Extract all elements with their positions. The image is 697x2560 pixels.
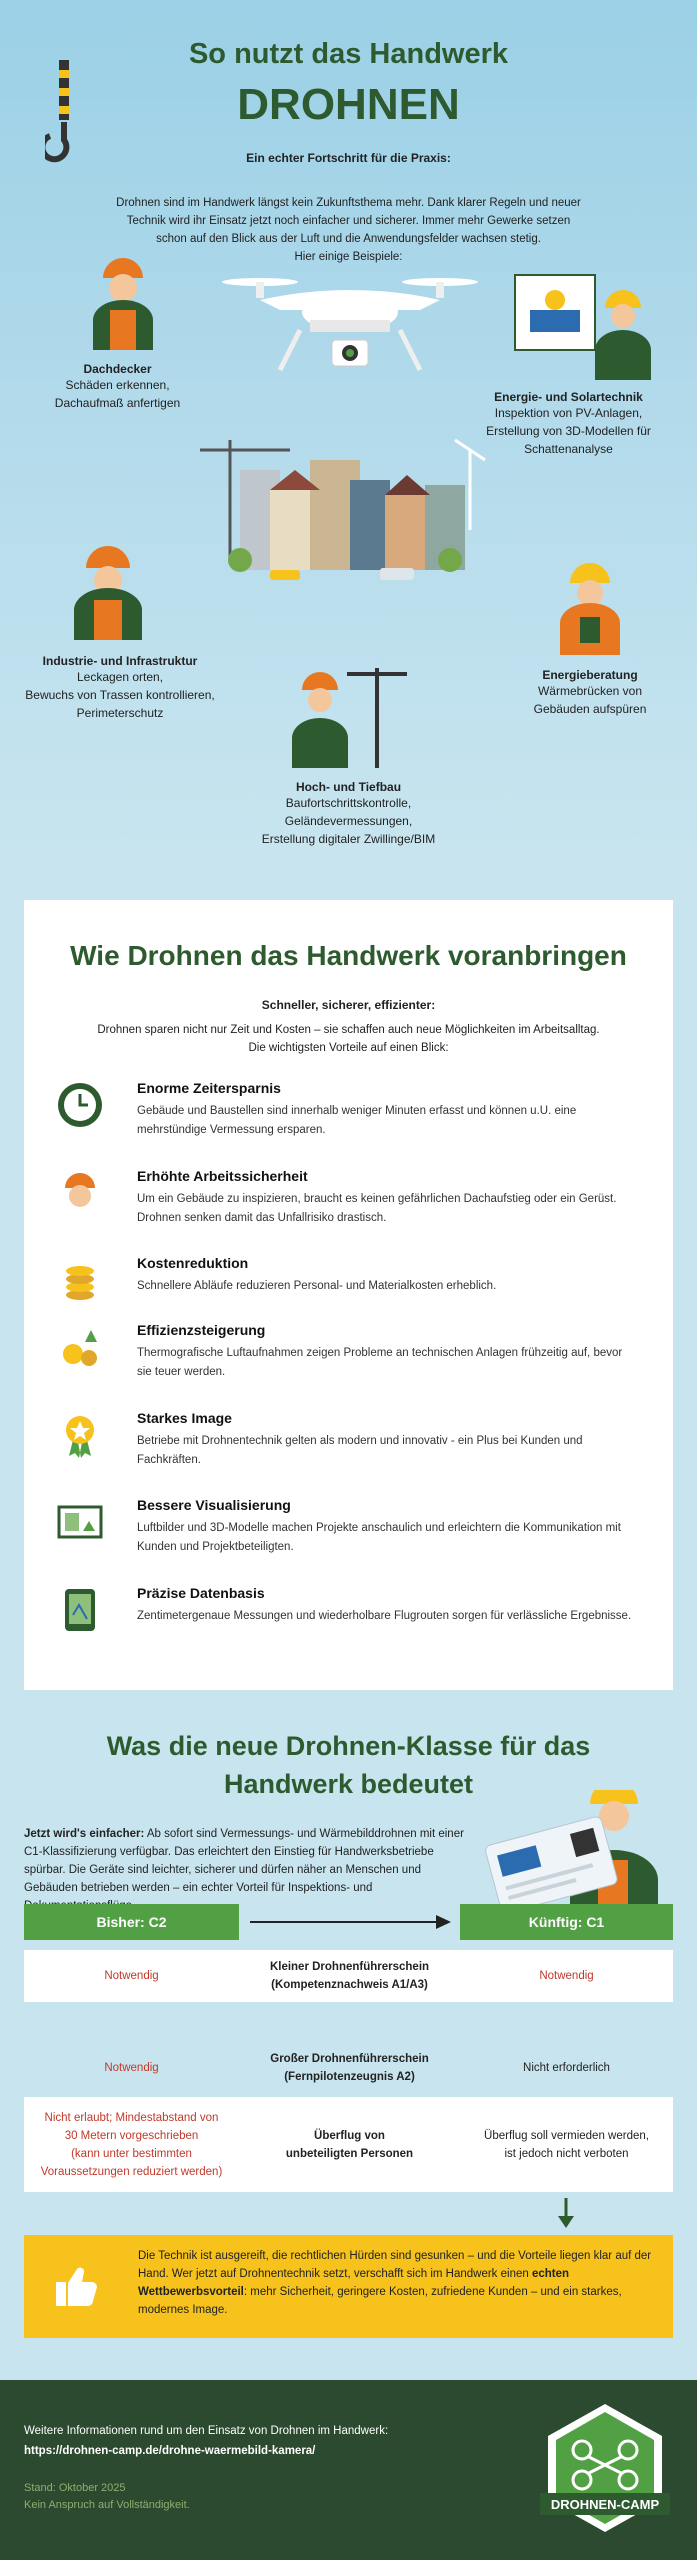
logo-text: DROHNEN-CAMP <box>550 2497 660 2512</box>
use-energy-title: Energieberatung <box>542 668 638 682</box>
use-industry-desc: Leckagen orten, Bewuchs von Trassen kontrollieren, Perimeterschutz <box>25 670 215 720</box>
benefit-title: Erhöhte Arbeitssicherheit <box>137 1168 308 1184</box>
coins-icon <box>55 1255 105 1305</box>
conclusion-part2: : mehr Sicherheit, geringere Kosten, zufriedene Kunden – und ein starkes, modernes Image. <box>138 2286 622 2316</box>
benefit-desc: Luftbilder und 3D-Modelle machen Projekte anschaulich und erleichtern die Kommunikation mit Kunden und Projektbeteiligten. <box>137 1522 621 1553</box>
row3-label: Überflug von unbeteiligten Personen <box>285 2129 414 2160</box>
benefit-title: Kostenreduktion <box>137 1255 249 1271</box>
intro-tail: Hier einige Beispiele: <box>294 251 403 263</box>
worker-icon <box>55 1168 105 1218</box>
hero-section <box>0 0 697 865</box>
use-construction <box>200 780 497 848</box>
tablet-icon <box>55 1585 105 1635</box>
solar-worker-icon <box>510 270 660 380</box>
benefit-title: Präzise Datenbasis <box>137 1585 265 1601</box>
benefit-desc: Um ein Gebäude zu inspizieren, braucht es keinen gefährlichen Dachaufstieg oder ein Gerüst. Drohnen senken damit das Unfallrisiko drastisch. <box>137 1193 617 1224</box>
thumbs-up-icon <box>52 2260 102 2310</box>
benefit-title: Enorme Zeitersparnis <box>137 1080 281 1096</box>
intro-subtitle: Ein echter Fortschritt für die Praxis: <box>246 151 451 165</box>
energy-advisor-icon <box>555 555 625 655</box>
footer-date: Stand: Oktober 2025 <box>24 2482 126 2494</box>
row2-label: Großer Drohnenführerschein (Fernpilotenzeugnis A2) <box>270 2053 429 2083</box>
industry-worker-icon <box>68 540 148 640</box>
intro-text <box>112 176 585 266</box>
use-solar-title: Energie- und Solartechnik <box>494 390 643 404</box>
class-lead-text: Ab sofort sind Vermessungs- und Wärmebilddrohnen mit einer C1-Klassifizierung verfügbar. Das erleichtert den Einstieg für Handwerksbetriebe spürbar. Die Geräte sind leichter, sicherer und dürfen näher an Menschen und Gebäuden betrieben werden – ein echter Vorteil für Inspektions- und <box>24 1828 464 1894</box>
benefit-title: Starkes Image <box>137 1410 232 1426</box>
row3-after: Überflug soll vermieden werden, ist jedoch nicht verboten <box>484 2129 649 2160</box>
benefit-desc: Betriebe mit Drohnentechnik gelten als modern und innovativ - ein Plus bei Kunden und Fachkräften. <box>137 1435 583 1466</box>
arrow-right-icon <box>248 1912 453 1932</box>
gears-icon <box>55 1322 105 1372</box>
column-after: Künftig: C1 <box>460 1904 673 1940</box>
benefit-title: Effizienzsteigerung <box>137 1322 266 1338</box>
use-construction-desc: Baufortschrittskontrolle, Geländevermessungen, Erstellung digitaler Zwillinge/BIM <box>261 796 436 846</box>
column-before: Bisher: C2 <box>24 1904 239 1940</box>
use-industry <box>0 654 240 722</box>
construction-worker-icon <box>292 668 412 768</box>
benefit-desc: Thermografische Luftaufnahmen zeigen Probleme an technischen Anlagen frühzeitig auf, bevor sie teuer werden. <box>137 1347 623 1378</box>
conclusion-bold: echten Wettbewerbsvorteil <box>138 2268 570 2298</box>
map-icon <box>55 1497 105 1547</box>
row1-label: Kleiner Drohnenführerschein (Kompetenznachweis A1/A3) <box>269 1961 430 1991</box>
use-roofer-title: Dachdecker <box>83 362 152 376</box>
conclusion-text <box>138 2247 658 2319</box>
row3-before: Nicht erlaubt; Mindestabstand von 30 Metern vorgeschrieben (kann unter bestimmten Voraussetzungen reduziert werden) <box>40 2111 223 2178</box>
benefit-title: Bessere Visualisierung <box>137 1497 291 1513</box>
use-industry-title: Industrie- und Infrastruktur <box>42 654 198 668</box>
drone-icon <box>220 270 480 390</box>
benefit-desc: Schnellere Abläufe reduzieren Personal- und Materialkosten erheblich. <box>137 1280 497 1292</box>
benefits-subtitle: Schneller, sicherer, effizienter: <box>261 998 436 1012</box>
use-construction-title: Hoch- und Tiefbau <box>295 780 402 794</box>
conclusion-part1: Die Technik ist ausgereift, die rechtlichen Hürden sind gesunken – und die Vorteile liegen klar auf der Hand. Wer jetzt auf Drohnentechnik setzt, verschafft sich im Handwerk einen <box>138 2250 652 2280</box>
arrow-down-icon <box>556 2198 576 2230</box>
page-title-line1: So nutzt das Handwerk <box>188 38 509 70</box>
use-energy-desc: Wärmebrücken von Gebäuden aufspüren <box>533 684 647 716</box>
benefit-desc: Gebäude und Baustellen sind innerhalb weniger Minuten erfasst und können u.U. eine mehrstündige Vermessung ersparen. <box>137 1105 577 1136</box>
use-roofer-desc: Schäden erkennen, Dachaufmaß anfertigen <box>54 378 181 410</box>
use-roofer <box>0 362 235 412</box>
row2-after: Nicht erforderlich <box>523 2062 610 2074</box>
class-lead-bold: Jetzt wird's einfacher: <box>24 1828 145 1840</box>
use-energy <box>490 668 690 718</box>
intro-body: Drohnen sind im Handwerk längst kein Zukunftsthema mehr. Dank klarer Regeln und neuer Technik wird ihr Einsatz jetzt noch einfacher und sicherer. Immer mehr Gewerke setzen schon auf den Blick aus der Luft und die Anwendungsfelder wachsen stetig. <box>116 197 581 245</box>
roofer-worker-icon <box>88 250 158 350</box>
use-solar <box>440 390 697 458</box>
row1-after: Notwendig <box>539 1970 594 1982</box>
row1-before: Notwendig <box>104 1970 159 1982</box>
class-title-line2: Handwerk bedeutet <box>223 1769 474 1799</box>
footer-disclaimer: Kein Anspruch auf Vollständigkeit. <box>24 2499 190 2511</box>
clock-icon <box>55 1080 105 1130</box>
medal-icon <box>55 1410 105 1460</box>
benefits-intro: Drohnen sparen nicht nur Zeit und Kosten – sie schaffen auch neue Möglichkeiten im Arbeitsalltag. Die wichtigsten Vorteile auf einen Blick: <box>97 1024 600 1054</box>
license-holder-icon <box>480 1790 670 1920</box>
use-solar-desc: Inspektion von PV-Anlagen, Erstellung von 3D-Modellen für Schattenanalyse <box>486 406 651 456</box>
footer-info: Weitere Informationen rund um den Einsatz von Drohnen im Handwerk: <box>24 2425 389 2437</box>
footer-link[interactable]: https://drohnen-camp.de/drohne-waermebild-kamera/ <box>24 2445 316 2457</box>
benefits-title: Wie Drohnen das Handwerk voranbringen <box>70 940 627 971</box>
row2-before: Notwendig <box>104 2062 159 2074</box>
drohnen-camp-logo <box>540 2400 670 2540</box>
class-title-line1: Was die neue Drohnen-Klasse für das <box>106 1731 591 1761</box>
page-title-line2: DROHNEN <box>237 80 460 129</box>
class-lead <box>24 1825 464 1915</box>
benefit-desc: Zentimetergenaue Messungen und wiederholbare Flugrouten sorgen für verlässliche Ergebnisse. <box>137 1610 632 1622</box>
